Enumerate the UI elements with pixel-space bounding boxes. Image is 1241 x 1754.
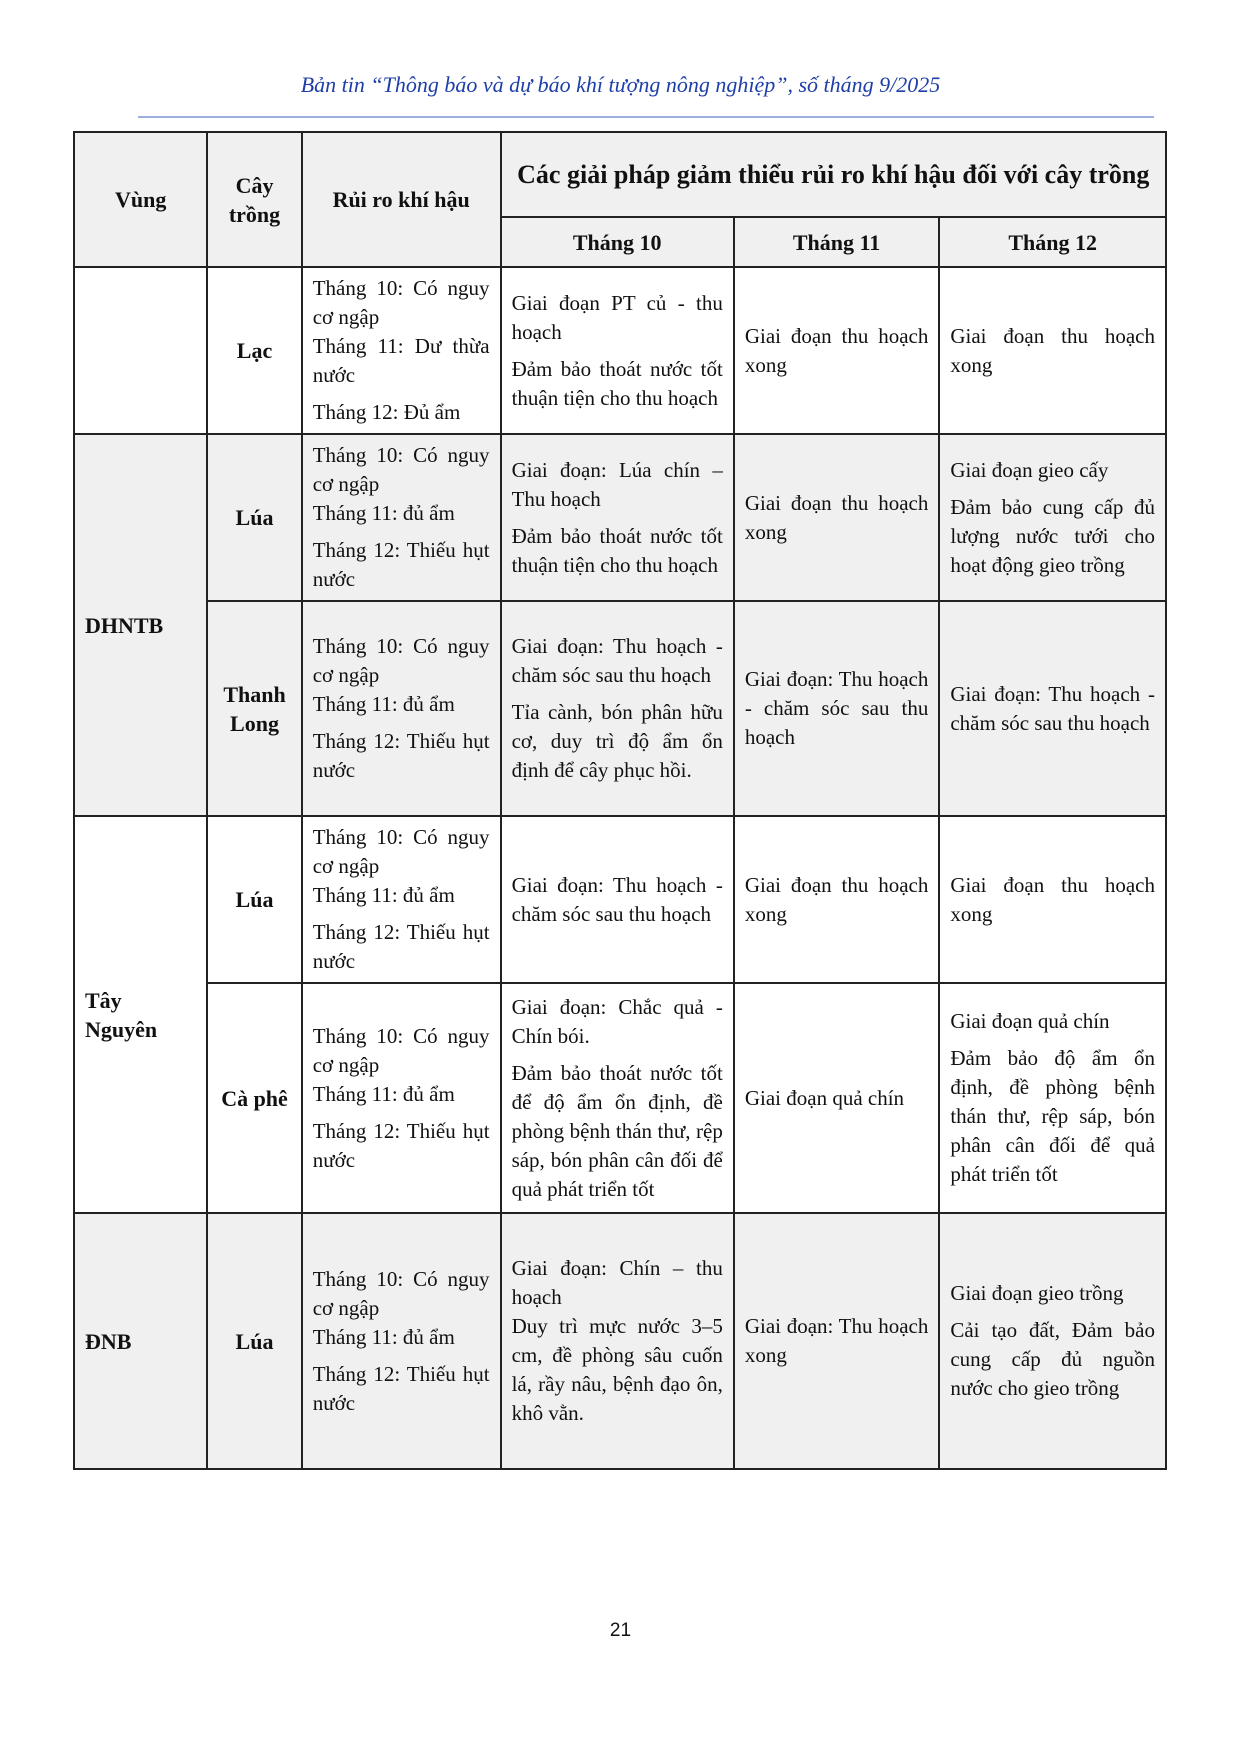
stage-text: Giai đoạn: Thu hoạch - chăm sóc sau thu hoạch [744,667,929,749]
action-text: Đảm bảo thoát nước tốt thuận tiện cho thu hoạch [511,523,723,577]
table-row [74,983,1166,1213]
risk-line: Tháng 10: Có nguy cơ ngập [312,276,490,329]
region-cell-empty [74,267,207,434]
action-text: Tỉa cành, bón phân hữu cơ, duy trì độ ẩm ổn định để cây phục hồi. [511,700,723,782]
month10-cell [501,816,734,983]
risk-line: Tháng 12: Thiếu hụt nước [312,729,490,782]
risk-line: Tháng 12: Thiếu hụt nước [312,1118,490,1172]
table-row [74,267,1166,434]
risk-line: Tháng 10: Có nguy cơ ngập [312,1023,490,1077]
month10-cell [501,601,734,816]
stage-text: Giai đoạn gieo cấy [950,457,1109,482]
crop-cell: Lạc [207,267,301,434]
month12-cell [939,1213,1166,1469]
region-cell: DHNTB [74,434,207,816]
stage-text: Giai đoạn: Chín – thu hoạch [511,1256,723,1309]
risk-line: Tháng 12: Đủ ẩm [312,400,461,424]
header-month-10: Tháng 10 [501,217,734,267]
risk-cell [302,816,501,983]
stage-text: Giai đoạn thu hoạch xong [950,323,1155,377]
header-month-12: Tháng 12 [939,217,1166,267]
risk-line: Tháng 12: Thiếu hụt nước [312,538,490,591]
risk-line: Tháng 10: Có nguy cơ ngập [312,443,490,496]
stage-text: Giai đoạn quả chín [950,1009,1110,1033]
month10-cell [501,434,734,601]
stage-text: Giai đoạn thu hoạch xong [744,490,929,544]
stage-text: Giai đoạn: Lúa chín – Thu hoạch [511,457,723,511]
action-text: Đảm bảo thoát nước tốt thuận tiện cho thu hoạch [511,356,723,410]
month11-cell [734,816,940,983]
risk-line: Tháng 11: đủ ẩm [312,692,455,716]
header-month-11: Tháng 11 [734,217,940,267]
action-text: Đảm bảo cung cấp đủ lượng nước tưới cho hoạt động gieo trồng [950,494,1155,577]
risk-cell [302,601,501,816]
risk-cell [302,983,501,1213]
month12-cell [939,816,1166,983]
month12-cell [939,267,1166,434]
stage-text: Giai đoạn: Chắc quả - Chín bói. [511,994,723,1048]
month11-cell [734,983,940,1213]
stage-text: Giai đoạn gieo trồng [950,1281,1124,1305]
risk-line: Tháng 10: Có nguy cơ ngập [312,825,490,878]
risk-line: Tháng 12: Thiếu hụt nước [312,1361,490,1415]
month10-cell [501,267,734,434]
action-text: Đảm bảo độ ẩm ổn định, đề phòng bệnh thán thư, rệp sáp, bón phân cân đối để quả phát triển tốt [950,1046,1155,1186]
region-cell: Tây Nguyên [74,816,207,1213]
month11-cell [734,1213,940,1469]
stage-text: Giai đoạn: Thu hoạch - chăm sóc sau thu hoạch [511,872,723,926]
stage-text: Giai đoạn: Thu hoạch - chăm sóc sau thu hoạch [950,681,1155,735]
bulletin-header: Bản tin “Thông báo và dự báo khí tượng nông nghiệp”, số tháng 9/2025 [300,72,941,97]
month10-cell [501,983,734,1213]
stage-text: Giai đoạn quả chín [744,1085,905,1110]
crop-cell: Lúa [207,1213,301,1469]
table-row [74,816,1166,983]
month11-cell [734,267,940,434]
risk-line: Tháng 11: đủ ẩm [312,501,455,525]
region-cell: ĐNB [74,1213,207,1469]
month12-cell [939,983,1166,1213]
table-row [74,434,1166,601]
table-row [74,601,1166,816]
stage-text: Giai đoạn PT củ - thu hoạch [511,290,723,344]
header-solutions: Các giải pháp giảm thiểu rủi ro khí hậu đối với cây trồng [501,132,1166,217]
month10-cell [501,1213,734,1469]
stage-text: Giai đoạn thu hoạch xong [744,323,929,377]
crop-cell: Thanh Long [207,601,301,816]
stage-text: Giai đoạn: Thu hoạch xong [744,1314,929,1367]
crop-cell: Lúa [207,434,301,601]
stage-text: Giai đoạn thu hoạch xong [950,872,1155,926]
month11-cell [734,601,940,816]
action-text: Duy trì mực nước 3–5 cm, đề phòng sâu cuốn lá, rầy nâu, bệnh đạo ôn, khô vằn. [511,1314,723,1425]
risk-cell [302,267,501,434]
header-region: Vùng [74,132,207,267]
risk-cell [302,434,501,601]
header-risk: Rủi ro khí hậu [302,132,501,267]
month12-cell [939,601,1166,816]
risk-line: Tháng 11: đủ ẩm [312,883,455,907]
stage-text: Giai đoạn: Thu hoạch - chăm sóc sau thu hoạch [511,634,723,687]
header-crop: Cây trồng [207,132,301,267]
risk-line: Tháng 11: Dư thừa nước [312,334,490,387]
stage-text: Giai đoạn thu hoạch xong [744,872,929,926]
crop-cell: Lúa [207,816,301,983]
month11-cell [734,434,940,601]
crop-cell: Cà phê [207,983,301,1213]
risk-line: Tháng 10: Có nguy cơ ngập [312,1266,490,1320]
month12-cell [939,434,1166,601]
risk-line: Tháng 12: Thiếu hụt nước [312,920,490,973]
climate-risk-table [73,131,1167,1470]
action-text: Cải tạo đất, Đảm bảo cung cấp đủ nguồn nước cho gieo trồng [950,1318,1155,1400]
action-text: Đảm bảo thoát nước tốt để độ ẩm ổn định, đề phòng bệnh thán thư, rệp sáp, bón phân cân đối để quả phát triển tốt [511,1060,723,1201]
header-divider [138,116,1154,118]
risk-line: Tháng 10: Có nguy cơ ngập [312,634,490,687]
risk-line: Tháng 11: đủ ẩm [312,1081,455,1106]
page-number: 21 [609,1620,632,1641]
risk-line: Tháng 11: đủ ẩm [312,1324,455,1349]
table-row [74,1213,1166,1469]
risk-cell [302,1213,501,1469]
